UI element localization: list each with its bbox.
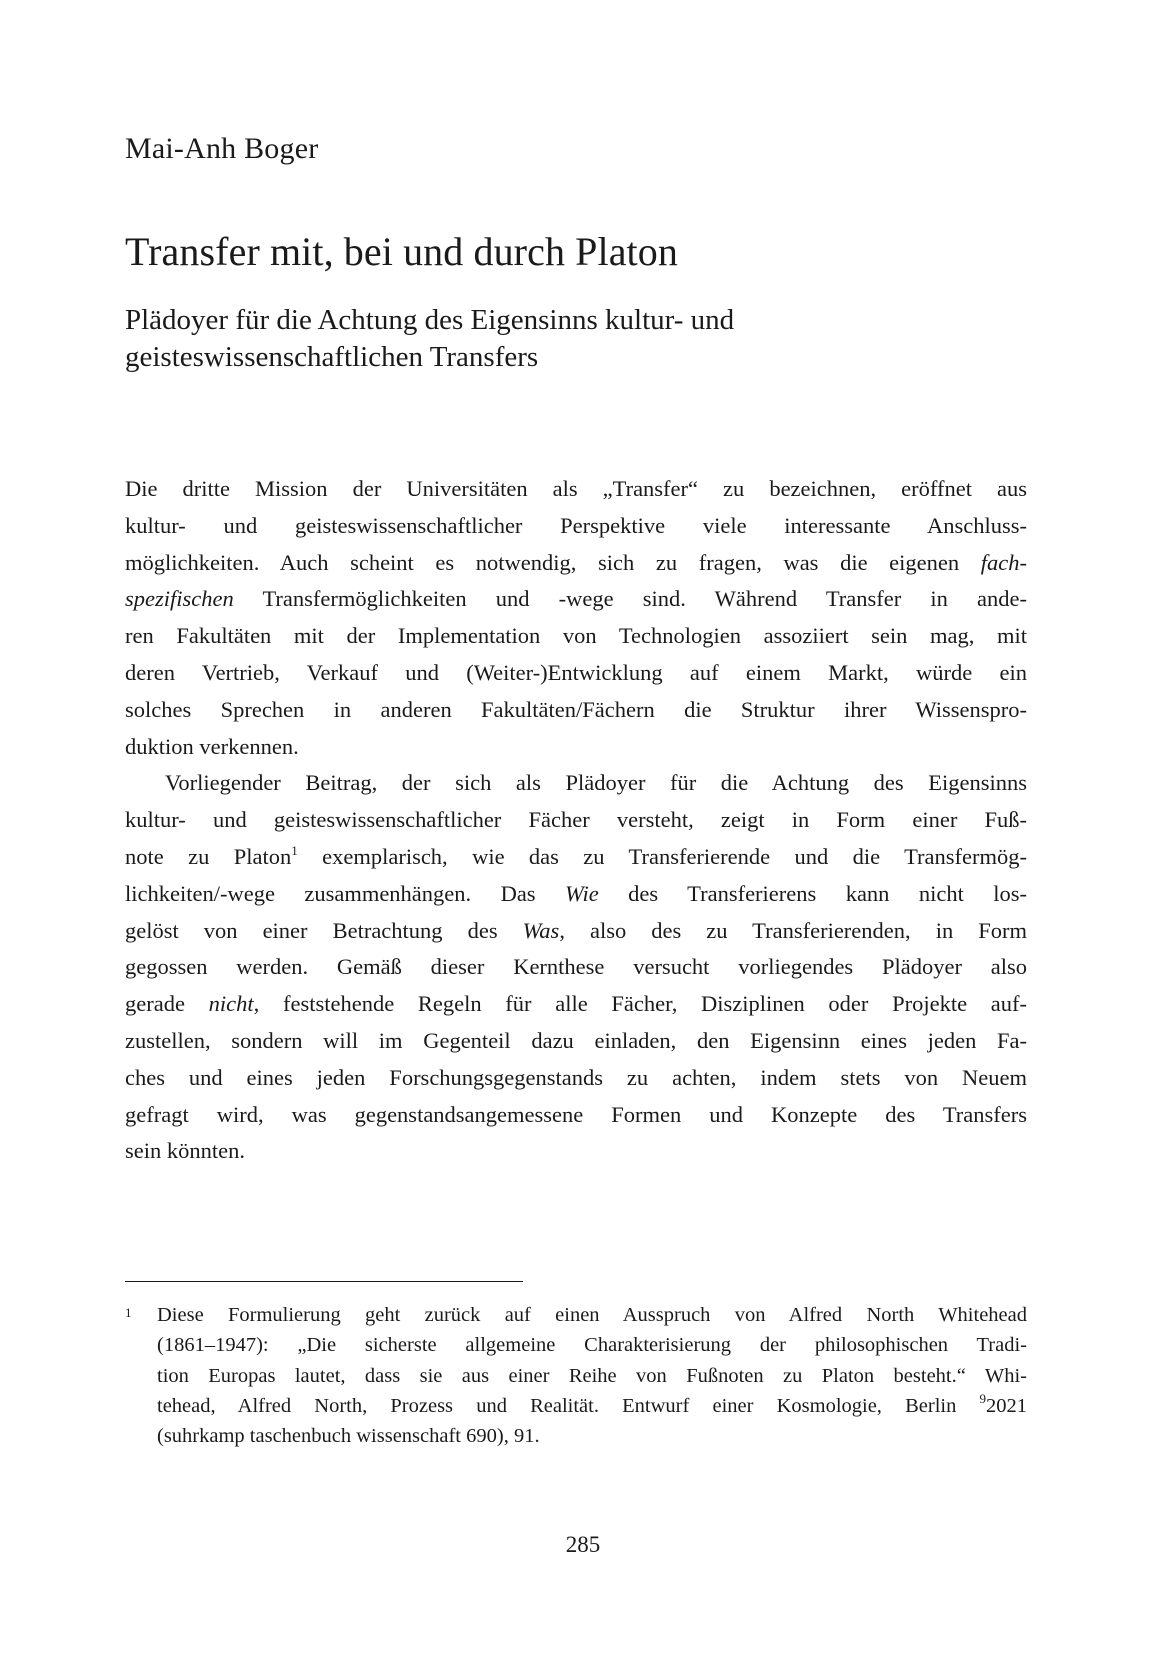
text-run: note zu Platon	[125, 843, 292, 869]
edition-superscript: 9	[979, 1390, 986, 1406]
footnote-1	[125, 1300, 1027, 1451]
chapter-title: Transfer mit, bei und durch Platon	[125, 229, 678, 274]
emphasis: fach-	[980, 549, 1027, 575]
footnote-line: tion Europas lautet, dass sie aus einer Reihe von Fußnoten zu Platon besteht.“ Whi-	[157, 1364, 1027, 1387]
footnote-mark: 1	[125, 1305, 132, 1320]
text-line	[125, 581, 1027, 618]
footnote-line	[157, 1391, 1027, 1421]
text-line: ren Fakultäten mit der Implementation von Technologien assoziiert sein mag, mit	[125, 623, 1027, 649]
text-line	[125, 545, 1027, 582]
text-run: lichkeiten/-wege zusammenhängen. Das	[125, 880, 565, 906]
text-line: zustellen, sondern will im Gegenteil dazu einladen, den Eigensinn eines jeden Fa-	[125, 1027, 1027, 1053]
text-run: tehead, Alfred North, Prozess und Realität. Entwurf einer Kosmologie, Berlin	[157, 1394, 980, 1417]
text-run: gerade	[125, 991, 209, 1017]
text-line: sein könnten.	[125, 1138, 245, 1164]
text-run: des Transferierens kann nicht los-	[598, 880, 1027, 906]
text-line: kultur- und geisteswissenschaftlicher Perspektive viele interessante Anschluss-	[125, 512, 1027, 538]
text-line	[125, 986, 1027, 1023]
emphasis: Was	[522, 917, 560, 943]
chapter-subtitle	[125, 298, 925, 372]
author-name: Mai-Anh Boger	[125, 132, 319, 165]
text-run: , feststehende Regeln für alle Fächer, Disziplinen oder Projekte auf-	[253, 991, 1027, 1017]
text-run: 2021	[986, 1394, 1027, 1417]
emphasis: spezifischen	[125, 586, 234, 612]
subtitle-line: Plädoyer für die Achtung des Eigensinns kultur- und	[125, 304, 735, 336]
text-line: duktion verkennen.	[125, 733, 299, 759]
footnote-divider	[125, 1281, 523, 1282]
text-run: , also des zu Transferierenden, in Form	[559, 917, 1027, 943]
text-line	[125, 876, 1027, 913]
subtitle-line: geisteswissenschaftlichen Transfers	[125, 340, 539, 373]
footnote-line: (suhrkamp taschenbuch wissenschaft 690), 91.	[157, 1425, 540, 1448]
footnote-text	[157, 1300, 1027, 1451]
text-line: kultur- und geisteswissenschaftlicher Fächer versteht, zeigt in Form einer Fuß-	[125, 807, 1027, 833]
paragraph-1	[125, 471, 1027, 765]
emphasis: Wie	[564, 880, 599, 906]
text-line: gegossen werden. Gemäß dieser Kernthese versucht vorliegendes Plädoyer also	[125, 954, 1027, 980]
text-run: gelöst von einer Betrachtung des	[125, 917, 523, 943]
paragraph-2	[125, 765, 1027, 1170]
text-line: solches Sprechen in anderen Fakultäten/Fächern die Struktur ihrer Wissenspro-	[125, 696, 1027, 722]
text-run: Transfermöglichkeiten und -wege sind. Während Transfer in ande-	[233, 586, 1027, 612]
text-run: möglichkeiten. Auch scheint es notwendig, sich zu fragen, was die eigenen	[125, 549, 981, 575]
body-text	[125, 471, 1027, 1170]
text-line: gefragt wird, was gegenstandsangemessene Formen und Konzepte des Transfers	[125, 1101, 1027, 1127]
text-run: exemplarisch, wie das zu Transferierende und die Transfermög-	[297, 843, 1027, 869]
page-number: 285	[565, 1532, 601, 1557]
text-line: ches und eines jeden Forschungsgegenstands zu achten, indem stets von Neuem	[125, 1064, 1027, 1090]
text-line	[125, 839, 1027, 876]
emphasis: nicht	[208, 991, 254, 1017]
text-line	[125, 913, 1027, 950]
text-line: Vorliegender Beitrag, der sich als Plädoyer für die Achtung des Eigensinns	[165, 770, 1027, 796]
footnote-line: (1861–1947): „Die sicherste allgemeine Charakterisierung der philosophischen Tradi-	[157, 1334, 1027, 1357]
text-line: Die dritte Mission der Universitäten als „Transfer“ zu bezeichnen, eröffnet aus	[125, 476, 1027, 501]
text-line: deren Vertrieb, Verkauf und (Weiter-)Entwicklung auf einem Markt, würde ein	[125, 659, 1027, 685]
footnote-reference[interactable]: 1	[291, 842, 298, 858]
footnote-line: Diese Formulierung geht zurück auf einen Ausspruch von Alfred North Whitehead	[157, 1304, 1027, 1326]
